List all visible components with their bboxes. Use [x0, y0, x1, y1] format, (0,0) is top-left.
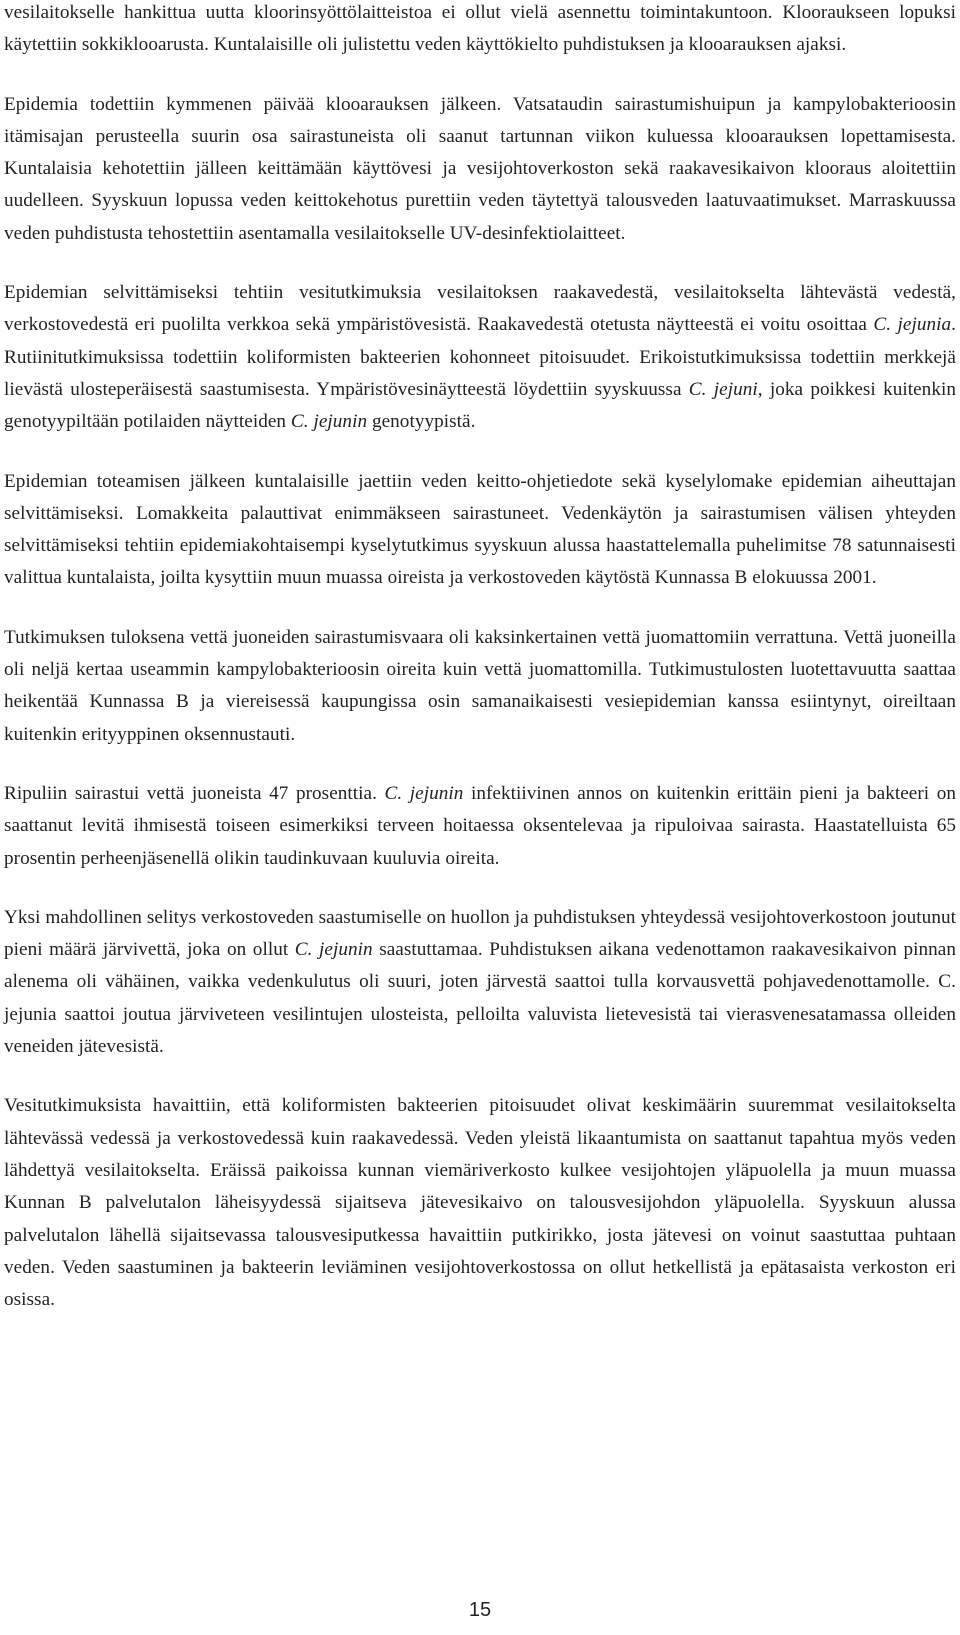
- text-segment: Tutkimuksen tuloksena vettä juoneiden sairastumisvaara oli kaksinkertainen vettä juomattomiin verrattuna. Vettä juoneilla oli neljä kertaa useammin kampylobakterioosin oireita kuin vettä juomattomilla. Tutkimustulosten luotettavuutta saattaa heikentää Kunnassa B ja viereisessä kaupungissa osin samanaikaisesti vesiepidemian kanssa esiintynyt, oireiltaan kuitenkin erityyppinen oksennustauti.: [4, 626, 956, 745]
- text-segment: saastuttamaa. Puhdistuksen aikana vedenottamon raakavesikaivon pinnan alenema oli vähäinen, vaikka vedenkulutus oli suuri, joten järvestä saattoi tulla korvausvettä pohjavedenottamolle. C. jejunia saattoi joutua järviveteen vesilintujen ulosteista, pelloilta valuvista lietevesistä tai vierasvenesatamassa olleiden veneiden jätevesistä.: [4, 939, 956, 1058]
- text-segment: Epidemian toteamisen jälkeen kuntalaisille jaettiin veden keitto-ohjetiedote sekä kyselylomake epidemian aiheuttajan selvittämiseksi. Lomakkeita palauttivat enimmäkseen sairastuneet. Vedenkäytön ja sairastumisen välisen yhteyden selvittämiseksi tehtiin epidemiakohtaisempi kyselytutkimus syyskuun alussa haastattelemalla puhelimitse 78 satunnaisesti valittua kuntalaista, joilta kysyttiin muun muassa oireista ja verkostoveden käytöstä Kunnassa B elokuussa 2001.: [4, 470, 956, 589]
- text-segment: Epidemia todettiin kymmenen päivää klooarauksen jälkeen. Vatsataudin sairastumishuipun ja kampylobakterioosin itämisajan perusteella suurin osa sairastuneista oli saanut tartunnan viikon kuluessa klooarauksen lopettamisesta. Kuntalaisia kehotettiin jälleen keittämään käyttövesi ja vesijohtoverkoston sekä raakavesikaivon klooraus aloitettiin uudelleen. Syyskuun lopussa veden keittokehotus purettiin veden täytettyä talousveden laatuvaatimukset. Marraskuussa veden puhdistusta tehostettiin asentamalla vesilaitokselle UV-desinfektiolaitteet.: [4, 93, 956, 244]
- text-segment: Vesitutkimuksista havaittiin, että koliformisten bakteerien pitoisuudet olivat keskimäärin suuremmat vesilaitokselta lähtevässä vedessä ja verkostovedessä kuin raakavedessä. Veden yleistä likaantumista on saattanut tapahtua myös veden lähdettyä vesilaitokselta. Eräissä paikoissa kunnan viemäriverkosto kulkee vesijohtojen yläpuolella ja muun muassa Kunnan B palvelutalon läheisyydessä sijaitseva jätevesikaivo on talousvesijohdon yläpuolella. Syyskuun alussa palvelutalon lähellä sijaitsevassa talousvesiputkessa havaittiin putkirikko, josta jätevesi on voinut saastuttaa puhtaan veden. Veden saastuminen ja bakteerin leviäminen vesijohtoverkostossa on ollut hetkellistä ja epätasaista verkoston eri osissa.: [4, 1095, 956, 1311]
- text-segment: infektiivinen annos on kuitenkin erittäin pieni ja bakteeri on saattanut levitä ihmisestä toiseen esimerkiksi terveen hoitaessa oksentelevaa ja ripuloivaa sairasta. Haastatelluista 65 prosentin perheenjäsenellä olikin taudinkuvaan kuuluvia oireita.: [4, 782, 956, 869]
- paragraph-2: [4, 89, 956, 250]
- text-segment: genotyypistä.: [367, 411, 476, 433]
- text-segment: Ripuliin sairastui vettä juoneista 47 prosenttia.: [4, 782, 385, 804]
- text-segment: Yksi mahdollinen selitys verkostoveden saastumiselle on huollon ja puhdistuksen yhteydessä vesijohtoverkostoon joutunut pieni määrä järvivettä, joka on ollut: [4, 906, 956, 961]
- paragraph-1: [4, 0, 956, 62]
- paragraph-8: [4, 1090, 956, 1316]
- page-number: 15: [468, 1599, 492, 1621]
- species-name: C. jejunin: [294, 939, 373, 961]
- paragraph-4: [4, 466, 956, 595]
- text-segment: , joka poikkesi kuitenkin genotyypiltään potilaiden näytteiden: [4, 378, 956, 433]
- text-segment: Epidemian selvittämiseksi tehtiin vesitutkimuksia vesilaitoksen raakavedestä, vesilaitokselta lähtevästä vedestä, verkostovedestä eri puolilta verkkoa sekä ympäristövesistä. Raakavedestä otetusta näytteestä ei voitu osoittaa: [4, 282, 956, 336]
- text-segment: . Rutiinitutkimuksissa todettiin koliformisten bakteerien kohonneet pitoisuudet. Erikoistutkimuksissa todettiin merkkejä lievästä ulosteperäisestä saastumisesta. Ympäristövesinäytteestä löydettiin syyskuussa: [4, 314, 956, 400]
- text-segment: vesilaitokselle hankittua uutta kloorinsyöttölaitteistoa ei ollut vielä asennettu toimintakuntoon. Klooraukseen lopuksi käytettiin sokkiklooarusta. Kuntalaisille oli julistettu veden käyttökielto puhdistuksen ja klooarauksen ajaksi.: [4, 2, 956, 56]
- species-name: C. jejunin: [384, 782, 464, 804]
- paragraph-6: [4, 778, 956, 875]
- document-body: [4, 0, 956, 1343]
- species-name: C. jejunia: [873, 314, 952, 336]
- paragraph-5: [4, 622, 956, 751]
- paragraph-7: [4, 902, 956, 1063]
- species-name: C. jejuni: [688, 378, 758, 400]
- species-name: C. jejunin: [290, 411, 368, 433]
- paragraph-3: [4, 277, 956, 438]
